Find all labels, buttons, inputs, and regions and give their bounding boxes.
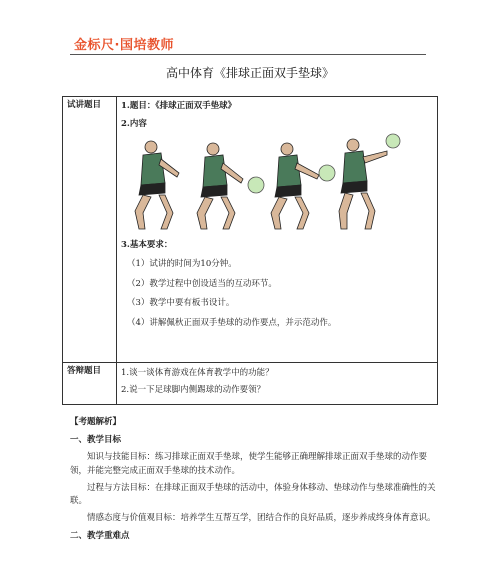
volleyball-icon <box>248 177 264 193</box>
list-item: 2.说一下足球脚内侧踢球的动作要领？ <box>121 384 266 395</box>
player-figure-3 <box>271 143 319 229</box>
player-figure-1 <box>135 141 179 229</box>
volleyball-icon <box>386 134 400 148</box>
content-heading: 2.内容 <box>121 119 147 130</box>
requirements-heading: 3.基本要求： <box>121 239 173 250</box>
table-row <box>63 97 438 363</box>
volleyball-pass-illustration <box>121 133 433 233</box>
goal-emotion: 情感态度与价值观目标：培养学生互帮互学，团结合作的良好品质，逐步养成终身体育意识。 <box>87 513 436 524</box>
list-item: （2）教学过程中创设适当的互动环节。 <box>127 278 277 289</box>
list-item: （3）教学中要有板书设计。 <box>127 298 235 309</box>
goal-process: 过程与方法目标：在排球正面双手垫球的活动中，体验身体移动、垫球动作与垫球准确性的关联。 <box>70 482 436 506</box>
volleyball-figures-svg <box>121 133 411 233</box>
row-label-defense: 答辩题目 <box>63 363 117 405</box>
analysis-section <box>70 416 440 543</box>
topic-line: 1.题目：《排球正面双手垫球》 <box>121 101 237 111</box>
list-item: （4）讲解佩秋正面双手垫球的动作要点，并示范动作。 <box>127 317 337 328</box>
goal-knowledge: 知识与技能目标：练习排球正面双手垫球，使学生能够正确理解排球正面双手垫球的动作要领，并能完整完成正面双手垫球的技术动作。 <box>70 452 428 476</box>
table-row <box>63 363 438 405</box>
section-heading-keypoints: 二、教学重难点 <box>70 531 130 542</box>
player-figure-4 <box>339 139 387 229</box>
volleyball-icon <box>319 165 335 181</box>
player-figure-2 <box>197 143 243 229</box>
header-rule <box>70 54 426 55</box>
defense-content-cell <box>117 363 438 405</box>
lecture-content-cell <box>117 97 438 363</box>
row-label-lecture: 试讲题目 <box>63 97 117 363</box>
document-title: 高中体育《排球正面双手垫球》 <box>165 66 334 80</box>
requirements-list <box>127 259 433 329</box>
brand-logo-text: 金标尺·国培教师 <box>74 38 174 53</box>
list-item: 1.谈一谈体育游戏在体育教学中的功能？ <box>121 368 274 379</box>
analysis-heading: 【考题解析】 <box>70 417 122 427</box>
list-item: （1）试讲的时间为10分钟。 <box>127 259 237 270</box>
exam-table <box>62 96 438 405</box>
section-heading-goals: 一、教学目标 <box>70 435 122 446</box>
